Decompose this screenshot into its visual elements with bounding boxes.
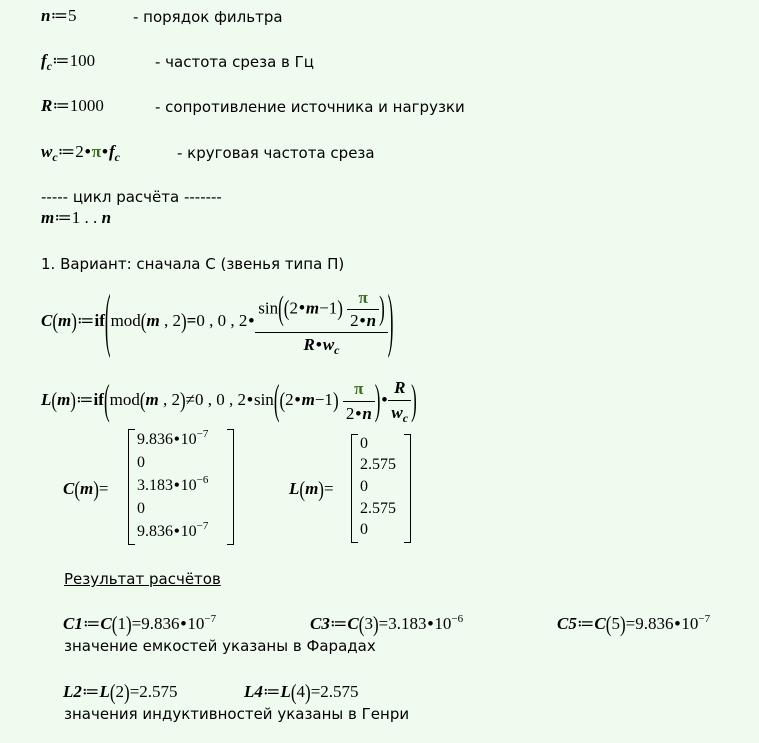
variant-label: 1. Вариант: сначала С (звенья типа П) bbox=[41, 255, 345, 273]
inductance-note: значения индуктивностей указаны в Генри bbox=[64, 705, 410, 723]
loop-header: ----- цикл расчёта ------- bbox=[41, 188, 222, 206]
C-cell: 0 bbox=[137, 454, 145, 471]
def-fc[interactable]: $f_c≔100$ bbox=[41, 51, 96, 73]
C-result-matrix[interactable] bbox=[128, 429, 234, 545]
L-cell: 2.575 bbox=[360, 500, 396, 517]
comment-wc: - круговая частота среза bbox=[177, 144, 375, 162]
comment-fc: - частота среза в Гц bbox=[155, 53, 314, 71]
def-n[interactable]: n≔5 bbox=[41, 6, 77, 25]
result-C1[interactable]: $C1≔C(1)=9.836•10^{-7}$ bbox=[63, 612, 217, 637]
C-cell: $9.836•10^{-7}$ bbox=[137, 428, 209, 448]
comment-R: - сопротивление источника и нагрузки bbox=[155, 98, 465, 116]
capacitance-note: значение емкостей указаны в Фарадах bbox=[64, 637, 376, 655]
L-cell: 0 bbox=[360, 435, 368, 452]
result-C3[interactable]: $C3≔C(3)=3.183•10^{-6}$ bbox=[310, 612, 464, 637]
L-cell: 2.575 bbox=[360, 456, 396, 473]
def-wc[interactable]: $w_c≔2•\pi•f_c$ bbox=[41, 142, 120, 164]
def-R[interactable]: R≔1000 bbox=[41, 96, 104, 115]
result-L4[interactable]: L4≔L(4)=2.575 bbox=[244, 680, 359, 705]
C-cell: $9.836•10^{-7}$ bbox=[137, 520, 209, 540]
result-L2[interactable]: L2≔L(2)=2.575 bbox=[63, 680, 178, 705]
C-cell: $3.183•10^{-6}$ bbox=[137, 474, 209, 494]
C-definition[interactable]: C(m)≔if(mod(m , 2)=0 , 0 , 2• sin((2•m−1) $\frac{\pi}{2•n}$ ) $R•w_c$ ) bbox=[41, 280, 394, 360]
R-value: 1000 bbox=[69, 96, 104, 115]
comment-n: - порядок фильтра bbox=[133, 8, 283, 26]
n-value: 5 bbox=[68, 6, 77, 25]
C-eval-label: C(m)= bbox=[63, 477, 109, 502]
C-cell: 0 bbox=[137, 500, 145, 517]
L-eval-label: L(m)= bbox=[289, 477, 334, 502]
L-cell: 0 bbox=[360, 521, 368, 538]
fc-value: 100 bbox=[69, 51, 96, 70]
L-definition[interactable]: L(m)≔if(mod(m , 2)≠0 , 0 , 2•sin((2•m−1) $\frac{\pi}{2•n}$ )• $\frac{R}{w_c}$ ) bbox=[41, 376, 417, 426]
L-result-matrix[interactable] bbox=[351, 434, 411, 543]
L-cell: 0 bbox=[360, 478, 368, 495]
results-title: Результат расчётов bbox=[64, 570, 221, 588]
range-def[interactable]: m≔1 . . n bbox=[41, 208, 112, 227]
result-C5[interactable]: $C5≔C(5)=9.836•10^{-7}$ bbox=[557, 612, 711, 637]
